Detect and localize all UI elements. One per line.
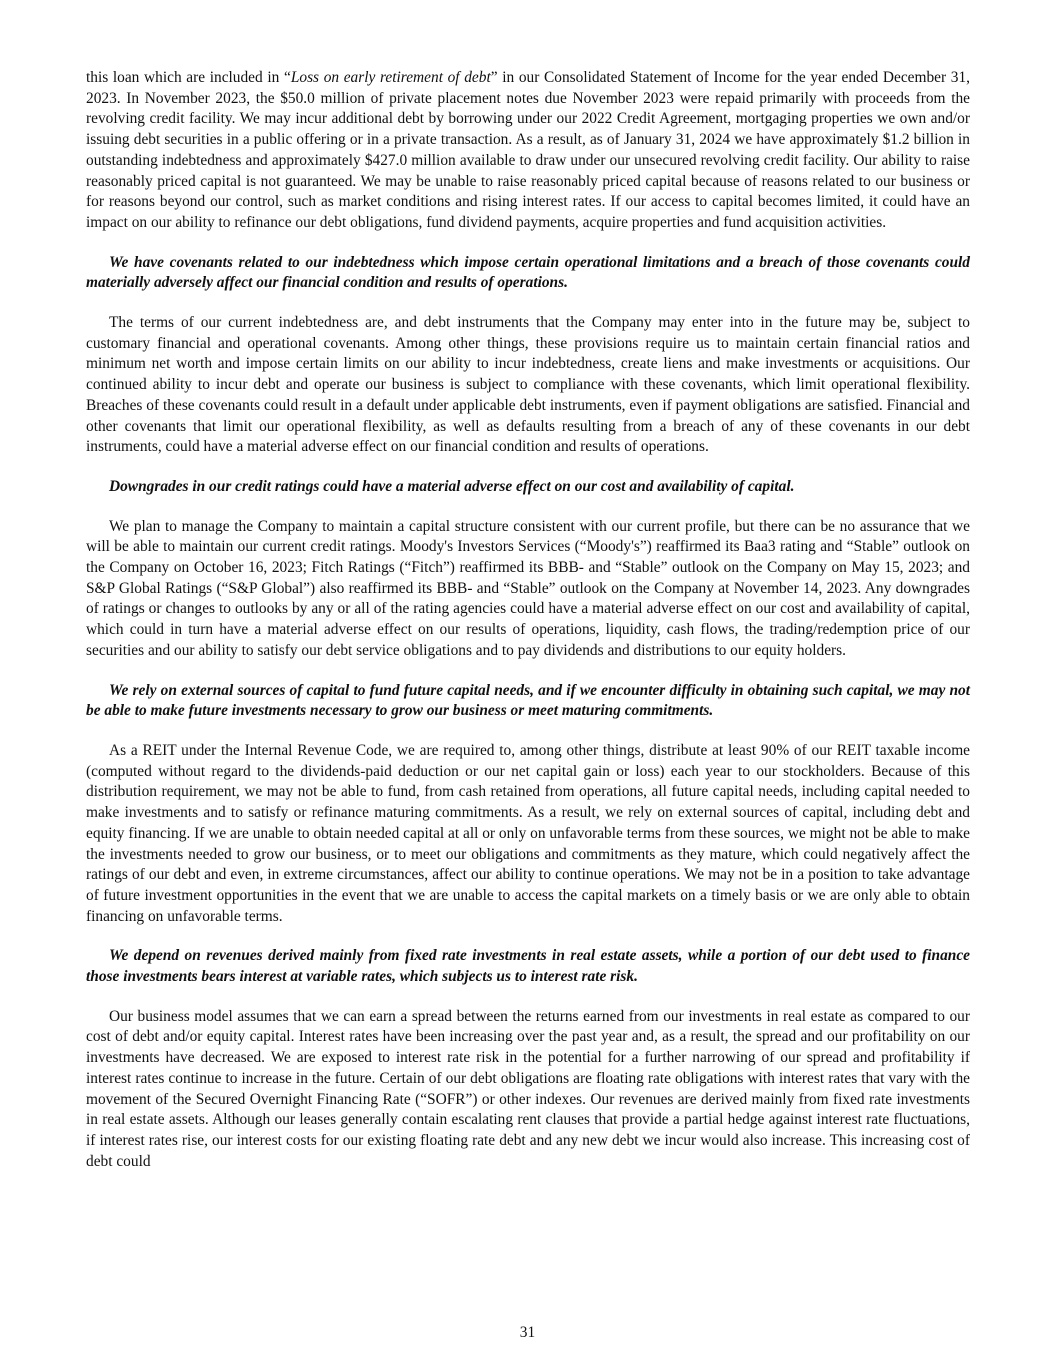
paragraph-interest-rate-risk: Our business model assumes that we can earn a spread between the returns earned from our investments in real estate as compared to our cost of debt and/or equity capital. Interest rates have been increasing over the past year and, as a result, the spread and our profitability on our investments have decreased. We are exposed to interest rate risk in the potential for a further narrowing of our spread and profitability if interest rates continue to increase in the future. Certain of our debt obligations are floating rate obligations with interest rates that vary with the movement of the Secured Overnight Financing Rate (“SOFR”) or other indexes. Our revenues are derived mainly from fixed rate investments in real estate assets. Although our leases generally contain escalating rent clauses that provide a partial hedge against interest rate fluctuations, if interest rates rise, our interest costs for our existing floating rate debt and any new debt we incur would also increase. This increasing cost of debt could (86, 1007, 970, 1170)
section-heading-covenants: We have covenants related to our indebtedness which impose certain operational limitations and a breach of those covenants could materially adversely affect our financial condition and results of operations. (86, 253, 970, 292)
paragraph-continuation (86, 68, 970, 234)
paragraph-covenants: The terms of our current indebtedness are, and debt instruments that the Company may enter into in the future may be, subject to customary financial and operational covenants. Among other things, these provisions require us to maintain certain financial ratios and minimum net worth and impose certain limits on our ability to incur indebtedness, create liens and make investments or acquisitions. Our continued ability to incur debt and operate our business is subject to compliance with these covenants, which limit operational flexibility. Breaches of these covenants could result in a default under applicable debt instruments, even if payment obligations are satisfied. Financial and other covenants that limit our operational flexibility, as well as defaults resulting from a breach of any of these covenants in our debt instruments, could have a material adverse effect on our financial condition and results of operations. (86, 314, 970, 456)
document-page (86, 68, 970, 1191)
paragraph-external-capital: As a REIT under the Internal Revenue Code, we are required to, among other things, distribute at least 90% of our REIT taxable income (computed without regard to the dividends-paid deduction or our net capital gain or loss) each year to our stockholders. Because of this distribution requirement, we may not be able to fund, from cash retained from operations, all future capital needs, including capital needed to make investments and to satisfy or refinance maturing commitments. As a result, we rely on external sources of capital, including debt and equity financing. If we are unable to obtain needed capital at all or only on unfavorable terms from these sources, we might not be able to make the investments needed to grow our business, or to meet our obligations and commitments as they mature, which could negatively affect the ratings of our debt and even, in extreme circumstances, affect our ability to continue operations. We may not be in a position to take advantage of future investment opportunities in the event that we are unable to access the capital markets on a timely basis or we are only able to obtain financing on unfavorable terms. (86, 741, 970, 925)
section-heading-external-capital: We rely on external sources of capital to fund future capital needs, and if we encounter difficulty in obtaining such capital, we may not be able to make future investments necessary to grow our business or meet maturing commitments. (86, 681, 970, 720)
page-number: 31 (519, 1324, 536, 1341)
section-heading-interest-rate-risk: We depend on revenues derived mainly from fixed rate investments in real estate assets, while a portion of our debt used to finance those investments bears interest at variable rates, which subjects us to interest rate risk. (86, 947, 970, 986)
paragraph-credit-ratings: We plan to manage the Company to maintain a capital structure consistent with our current profile, but there can be no assurance that we will be able to maintain our current credit ratings. Moody's Investors Services (“Moody's”) reaffirmed its Baa3 rating and “Stable” outlook on the Company on October 16, 2023; Fitch Ratings (“Fitch”) reaffirmed its BBB- and “Stable” outlook on the Company on May 15, 2023; and S&P Global Ratings (“S&P Global”) also reaffirmed its BBB- and “Stable” outlook on the Company at November 14, 2023. Any downgrades of ratings or changes to outlooks by any or all of the rating agencies could have a material adverse effect on our cost and availability of capital, which could in turn have a material adverse effect on our results of operations, liquidity, cash flows, the trading/redemption price of our securities and our ability to satisfy our debt service obligations and to pay dividends and distributions to our equity holders. (86, 517, 970, 659)
paragraph-text: this loan which are included in “ (86, 69, 291, 86)
section-heading-credit-ratings: Downgrades in our credit ratings could have a material adverse effect on our cost and availability of capital. (109, 477, 795, 495)
emphasized-term: Loss on early retirement of debt (290, 69, 491, 86)
paragraph-text: ” in our Consolidated Statement of Income for the year ended December 31, 2023. In November 2023, the $50.0 million of private placement notes due November 2023 were repaid primarily with proceeds from the revolving credit facility. We may incur additional debt by borrowing under our 2022 Credit Agreement, mortgaging properties we own and/or issuing debt securities in a public offering or in a private transaction. As a result, as of January 31, 2024 we have approximately $1.2 billion in outstanding indebtedness and approximately $427.0 million available to draw under our unsecured revolving credit facility. Our ability to raise reasonably priced capital is not guaranteed. We may be unable to raise reasonably priced capital because of reasons related to our business or for reasons beyond our control, such as market conditions and rising interest rates. If our access to capital becomes limited, it could have an impact on our ability to refinance our debt obligations, fund dividend payments, acquire properties and fund acquisition activities. (86, 69, 970, 231)
